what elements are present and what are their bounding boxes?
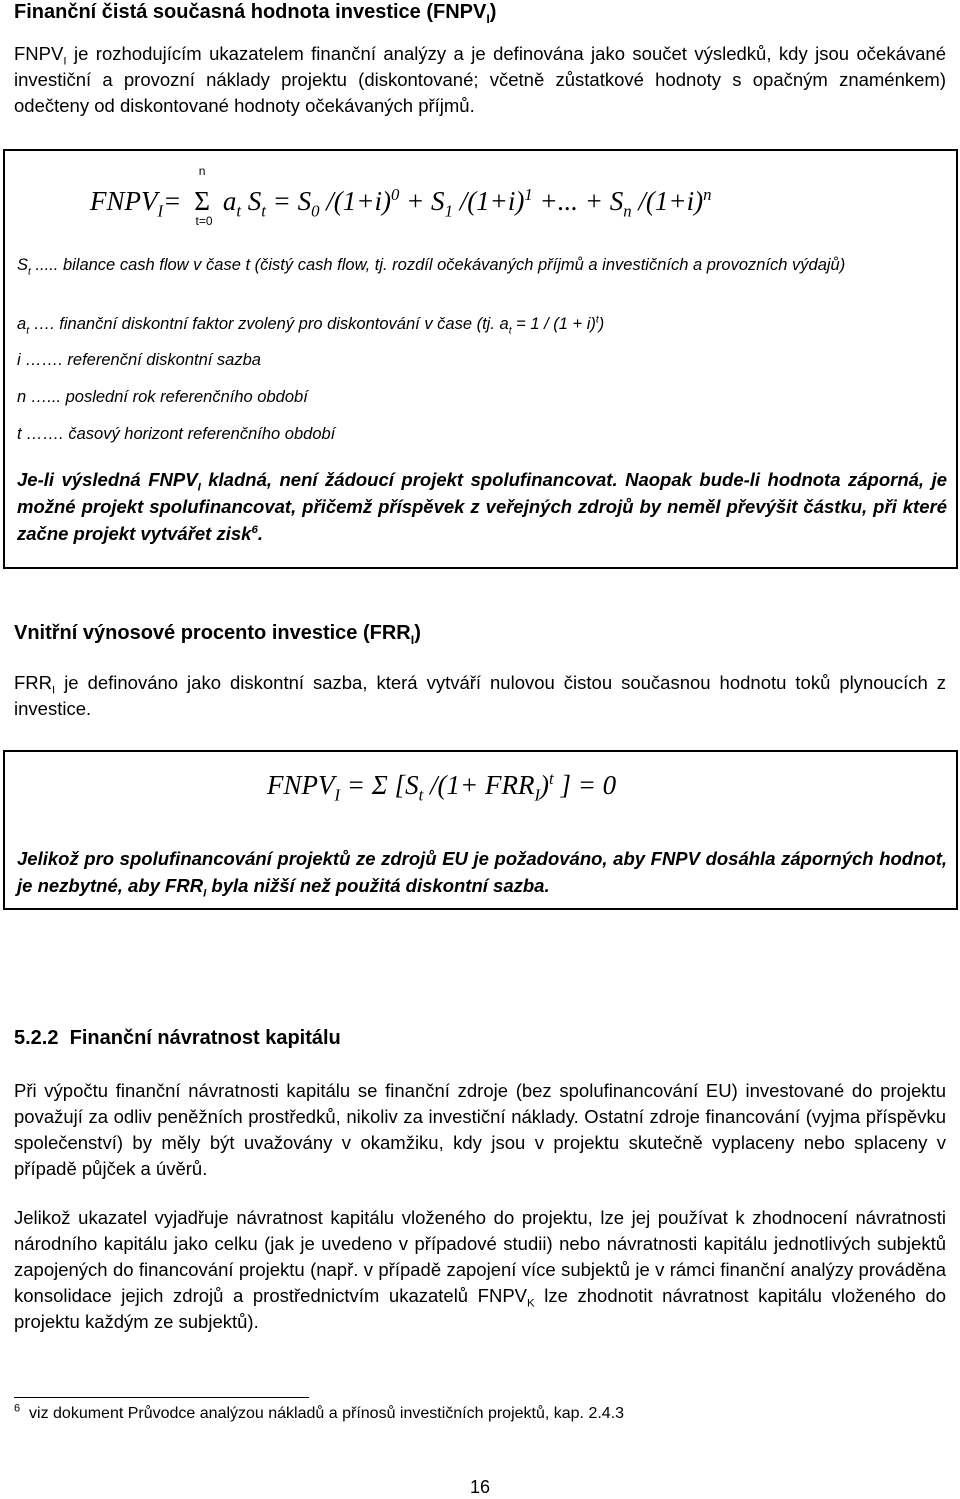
definition-t: t ……. časový horizont referenčního období <box>17 425 336 443</box>
fnpv-interpretation-note: Je-li výsledná $FNPV_I$ kladná, není žádoucí projekt spolufinancovat. Naopak bude-li hodnota záporná, je možné projekt spolufinancovat, přičemž příspěvek z veřejných zdrojů by neměl převýšit částku, při které začne projekt vytvářet zisk$^6$. <box>17 469 948 544</box>
footnote-separator <box>14 1397 309 1398</box>
frr-formula: $FNPV_I = \Sigma$ [$S_t$ $/(1+ FRR_I)^t$ ] = 0 <box>267 769 617 805</box>
frr-interpretation-note: Jelikož pro spolufinancování projektů ze zdrojů EU je požadováno, aby FNPV dosáhla záporných hodnot, je nezbytné, aby $FRR_I$ byla nižší než použitá diskontní sazba. <box>17 848 947 900</box>
page-number: 16 <box>469 1477 491 1497</box>
section-heading-5-2-2: 5.2.2 Finanční návratnost kapitálu <box>14 1027 341 1049</box>
capital-return-paragraph-2: Jelikož ukazatel vyjadřuje návratnost kapitálu vloženého do projektu, lze jej používat k zhodnocení návratnosti národního kapitálu jako celku (jak je uvedeno v případové studii) nebo návratnosti kapitálu jednotlivých subjektů zapojených do financování projektu (např. v případě zapojení více subjektů je v rámci finanční analýzy prováděna konsolidace jejich zdrojů a prostřednictvím ukazatelů $FNPV_K$ lze zhodnotit návratnost kapitálu vloženého do projektu každým ze subjektů). <box>14 1207 946 1332</box>
fnpv-definition-paragraph: $FNPV_I$ je rozhodujícím ukazatelem finanční analýzy a je definována jako součet výsledků, kdy jsou očekávané investiční a provozní náklady projektu (diskontované; včetně zůstatkové hodnoty s opačným znaménkem) odečteny od diskontované hodnoty očekávaných příjmů. <box>14 43 946 116</box>
fnpv-formula-box <box>3 149 958 569</box>
section-heading-fnpv: Finanční čistá současná hodnota investice $(FNPV_I)$ <box>14 1 497 26</box>
frr-formula-box <box>3 750 958 910</box>
frr-definition-paragraph: $FRR_I$ je definováno jako diskontní sazba, která vytváří nulovou čistou současnou hodnotu toků plynoucích z investice. <box>14 672 946 719</box>
definition-i: i ……. referenční diskontní sazba <box>17 351 261 369</box>
footnote: $^6$ viz dokument Průvodce analýzou nákladů a přínosů investičních projektů, kap. 2.4.3 <box>14 1402 625 1422</box>
sigma-symbol: n Σ t=0 <box>194 164 213 228</box>
definition-at: $a_t$ …. finanční diskontní faktor zvolený pro diskontování v čase (tj. $a_t = 1 / (1 + i)^t$) <box>17 314 605 337</box>
fnpv-formula: $FNPV_I=$ n Σ t=0 $a_t$ $S_t = S_0$ $/(1+i)^0 + S_1$ $/(1+i)^1$ +... + $S_n$ $/(1+i)^n$ <box>90 164 712 228</box>
capital-return-paragraph-1: Při výpočtu finanční návratnosti kapitálu se finanční zdroje (bez spolufinancování EU) investované do projektu považují za odliv peněžních prostředků, nikoliv za investiční náklady. Ostatní zdroje financování (vyjma příspěvku společenství) by měly být uvažovány v okamžiku, kdy jsou v projektu skutečně vyplaceny nebo splaceny v případě půjček a úvěrů. <box>14 1080 946 1179</box>
section-heading-frr: Vnitřní výnosové procento investice $(FRR_I)$ <box>14 622 421 647</box>
definition-n: n …... poslední rok referenčního období <box>17 388 308 406</box>
definition-st: $S_t$ ..... bilance cash flow v čase t (čistý cash flow, tj. rozdíl očekávaných příjmů a investičních a provozních výdajů) <box>17 256 846 278</box>
